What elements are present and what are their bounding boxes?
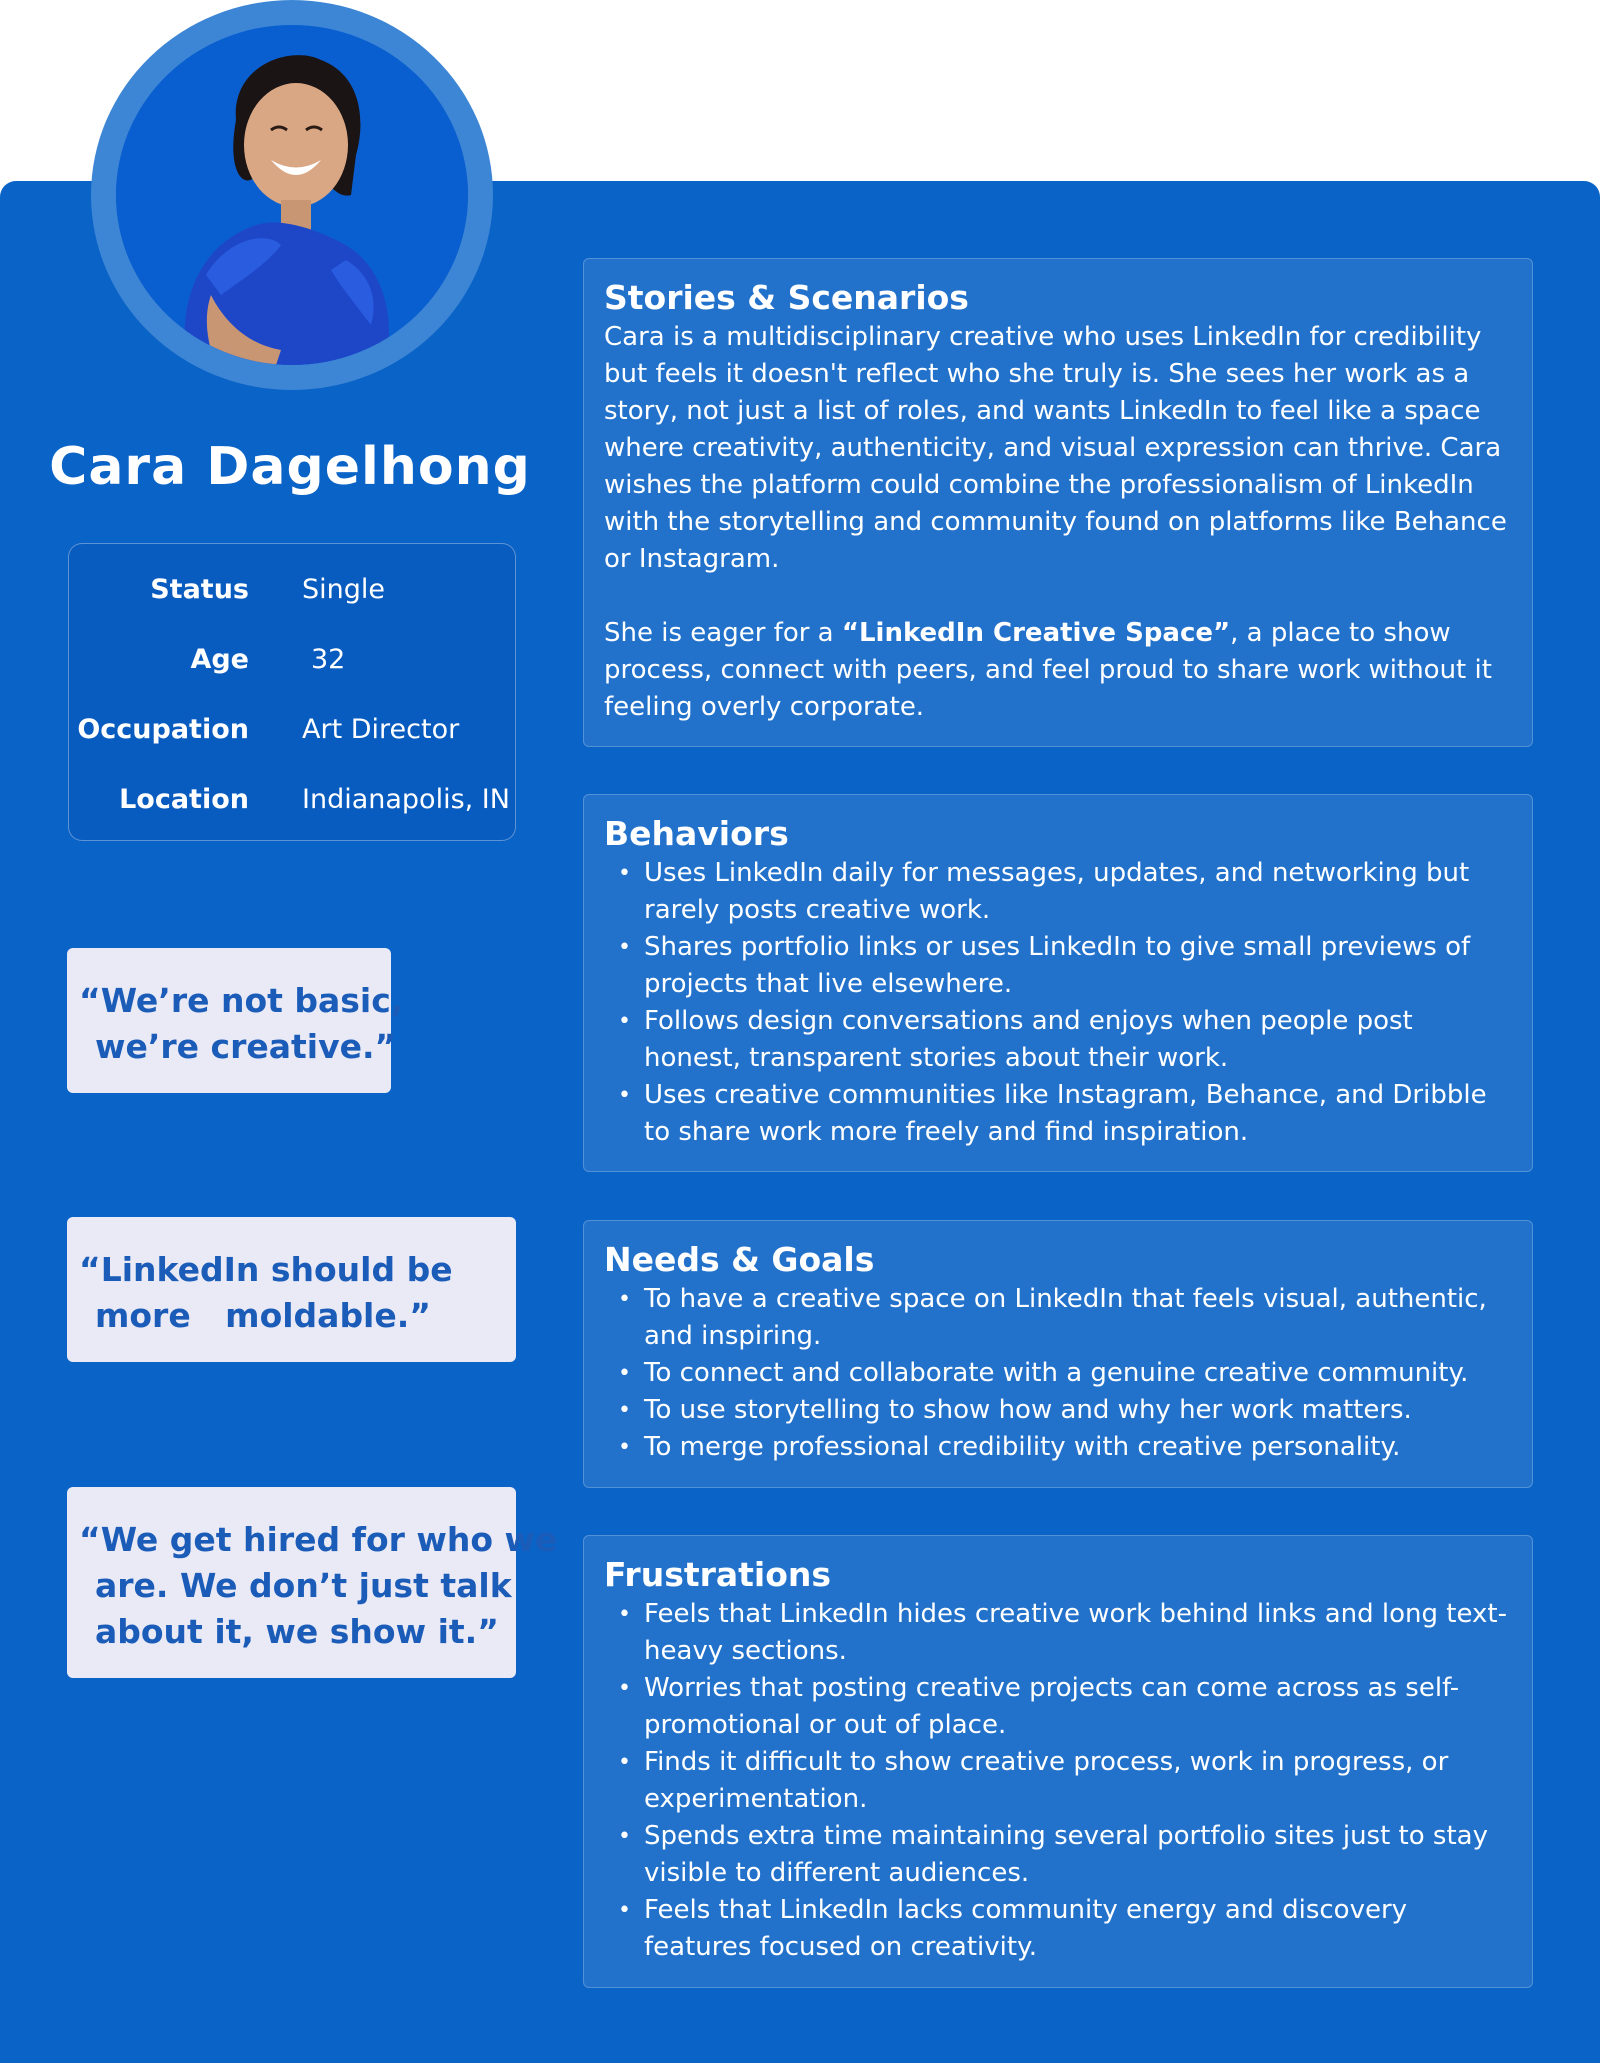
detail-label: Age [190, 644, 249, 675]
list-item [618, 1670, 1512, 1744]
bullet-icon: • [618, 1398, 631, 1423]
bullet-icon: • [618, 1435, 631, 1460]
bullet-icon: • [618, 1083, 631, 1108]
list-item-text: To merge professional credibility with creative personality. [644, 1432, 1401, 1462]
behaviors-list [604, 855, 1512, 1151]
detail-value: 32 [311, 644, 346, 675]
bullet-icon: • [618, 1287, 631, 1312]
list-item-text: To use storytelling to show how and why her work matters. [644, 1395, 1412, 1425]
bullet-icon: • [618, 1009, 631, 1034]
section-title: Frustrations [604, 1555, 832, 1594]
list-item-text: Finds it difficult to show creative process, work in progress, or experimentation. [644, 1747, 1449, 1814]
list-item-text: Uses creative communities like Instagram, Behance, and Dribble to share work more freely and find inspiration. [644, 1080, 1487, 1147]
behaviors-card [583, 794, 1533, 1172]
list-item-text: Shares portfolio links or uses LinkedIn to give small previews of projects that live elsewhere. [644, 932, 1471, 999]
frustrations-list [604, 1596, 1512, 1966]
list-item-text: To have a creative space on LinkedIn that feels visual, authentic, and inspiring. [644, 1284, 1487, 1351]
avatar [91, 0, 493, 390]
list-item [618, 855, 1512, 929]
bullet-icon: • [618, 935, 631, 960]
bullet-icon: • [618, 1750, 631, 1775]
stories-paragraph-2 [604, 615, 1512, 726]
needs-goals-card [583, 1220, 1533, 1488]
person-photo-icon [116, 25, 468, 365]
detail-value: Indianapolis, IN [302, 784, 510, 815]
avatar-photo [116, 25, 468, 365]
creative-space-highlight: “LinkedIn Creative Space” [841, 618, 1231, 648]
list-item-text: Feels that LinkedIn lacks community energy and discovery features focused on creativity. [644, 1895, 1408, 1962]
frustrations-card [583, 1535, 1533, 1988]
list-item-text: Worries that posting creative projects can come across as self-promotional or out of place. [644, 1673, 1460, 1740]
quote-line: we’re creative.” [95, 1027, 397, 1066]
section-title: Stories & Scenarios [604, 278, 969, 317]
bullet-icon: • [618, 861, 631, 886]
detail-row-status [69, 574, 515, 614]
list-item-text: Uses LinkedIn daily for messages, updates, and networking but rarely posts creative work. [644, 858, 1470, 925]
detail-label: Status [150, 574, 249, 605]
bullet-icon: • [618, 1676, 631, 1701]
detail-value: Art Director [302, 714, 460, 745]
section-title: Needs & Goals [604, 1240, 875, 1279]
quote-line: “We’re not basic, [79, 981, 404, 1020]
quote-line: “LinkedIn should be [79, 1250, 453, 1289]
stories-scenarios-card [583, 258, 1533, 747]
bullet-icon: • [618, 1824, 631, 1849]
persona-name: Cara Dagelhong [49, 437, 531, 497]
list-item [618, 929, 1512, 1003]
detail-row-occupation [69, 714, 515, 754]
bullet-icon: • [618, 1602, 631, 1627]
profile-details-card [68, 543, 516, 841]
needs-list [604, 1281, 1512, 1466]
detail-value: Single [302, 574, 386, 605]
quote-line: are. We don’t just talk [95, 1566, 512, 1605]
quote-card [67, 1217, 516, 1362]
quote-card [67, 1487, 558, 1678]
list-item [618, 1596, 1512, 1670]
detail-label: Occupation [77, 714, 249, 745]
quote-line: about it, we show it.” [95, 1612, 499, 1651]
list-item-text: Spends extra time maintaining several portfolio sites just to stay visible to different audiences. [644, 1821, 1488, 1888]
list-item [618, 1429, 1512, 1466]
list-item [618, 1077, 1512, 1151]
list-item-text: Feels that LinkedIn hides creative work behind links and long text-heavy sections. [644, 1599, 1507, 1666]
list-item-text: To connect and collaborate with a genuine creative community. [644, 1358, 1469, 1388]
list-item [618, 1355, 1512, 1392]
list-item [618, 1281, 1512, 1355]
list-item [618, 1818, 1512, 1892]
list-item [618, 1003, 1512, 1077]
detail-row-location [69, 784, 515, 824]
text: She is eager for a [604, 618, 842, 648]
stories-paragraph: Cara is a multidisciplinary creative who uses LinkedIn for credibility but feels it doesn't reflect who she truly is. She sees her work as a story, not just a list of roles, and wants LinkedIn to feel like a space where creativity, authenticity, and visual expression can thrive. Cara wishes the platform could combine the professionalism of LinkedIn with the storytelling and community found on platforms like Behance or Instagram. [604, 322, 1507, 574]
list-item-text: Follows design conversations and enjoys when people post honest, transparent stories about their work. [644, 1006, 1413, 1073]
list-item [618, 1744, 1512, 1818]
text: , a place to show process, connect with peers, and feel proud to share work without it feeling overly corporate. [604, 618, 1492, 722]
quote-card [67, 948, 404, 1093]
quote-line: more moldable.” [95, 1296, 431, 1335]
quote-line: “We get hired for who we [79, 1520, 558, 1559]
section-title: Behaviors [604, 814, 789, 853]
bullet-icon: • [618, 1898, 631, 1923]
list-item [618, 1892, 1512, 1966]
detail-row-age [69, 644, 515, 684]
bullet-icon: • [618, 1361, 631, 1386]
list-item [618, 1392, 1512, 1429]
detail-label: Location [119, 784, 249, 815]
